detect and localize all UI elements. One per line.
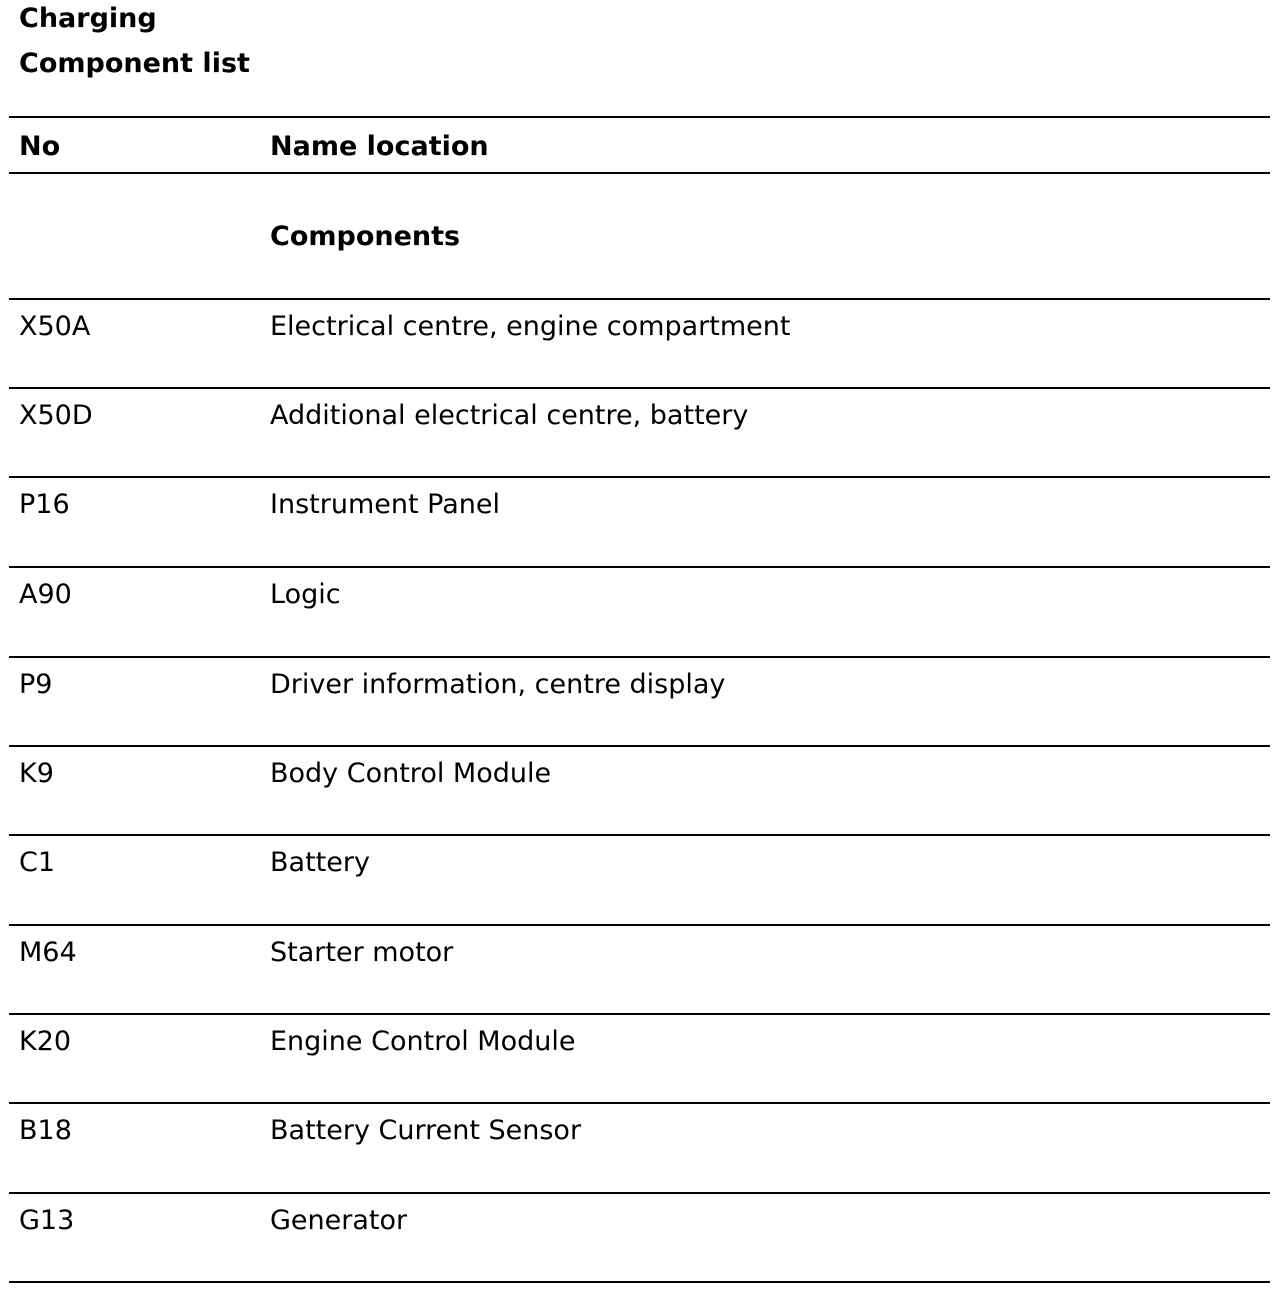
row-rule [9, 834, 1270, 836]
row-rule [9, 566, 1270, 568]
row-name: Body Control Module [270, 758, 552, 789]
row-rule [9, 1192, 1270, 1194]
section-bottom-rule [9, 298, 1270, 300]
row-name: Electrical centre, engine compartment [270, 311, 791, 342]
row-no: P9 [19, 669, 53, 700]
row-no: X50D [19, 400, 93, 431]
row-rule [9, 1013, 1270, 1015]
row-rule [9, 924, 1270, 926]
row-no: G13 [19, 1205, 75, 1236]
row-rule [9, 656, 1270, 658]
row-name: Battery Current Sensor [270, 1115, 582, 1146]
section-label: Components [270, 221, 461, 252]
table-bottom-rule [9, 1281, 1270, 1283]
row-name: Driver information, centre display [270, 669, 726, 700]
row-no: B18 [19, 1115, 72, 1146]
row-no: A90 [19, 579, 72, 610]
row-name: Battery [270, 847, 370, 878]
row-no: C1 [19, 847, 56, 878]
row-no: K9 [19, 758, 54, 789]
row-rule [9, 476, 1270, 478]
header-name-location: Name location [270, 131, 489, 162]
header-no: No [19, 131, 61, 162]
document-title: Charging [19, 3, 157, 34]
row-no: M64 [19, 937, 77, 968]
row-no: X50A [19, 311, 91, 342]
row-rule [9, 387, 1270, 389]
table-top-rule [9, 116, 1270, 118]
row-name: Instrument Panel [270, 489, 500, 520]
row-name: Logic [270, 579, 341, 610]
row-no: P16 [19, 489, 70, 520]
row-name: Starter motor [270, 937, 454, 968]
row-name: Engine Control Module [270, 1026, 576, 1057]
row-no: K20 [19, 1026, 72, 1057]
row-rule [9, 1102, 1270, 1104]
document-subtitle: Component list [19, 48, 250, 79]
header-bottom-rule [9, 172, 1270, 174]
row-rule [9, 745, 1270, 747]
row-name: Generator [270, 1205, 408, 1236]
row-name: Additional electrical centre, battery [270, 400, 749, 431]
